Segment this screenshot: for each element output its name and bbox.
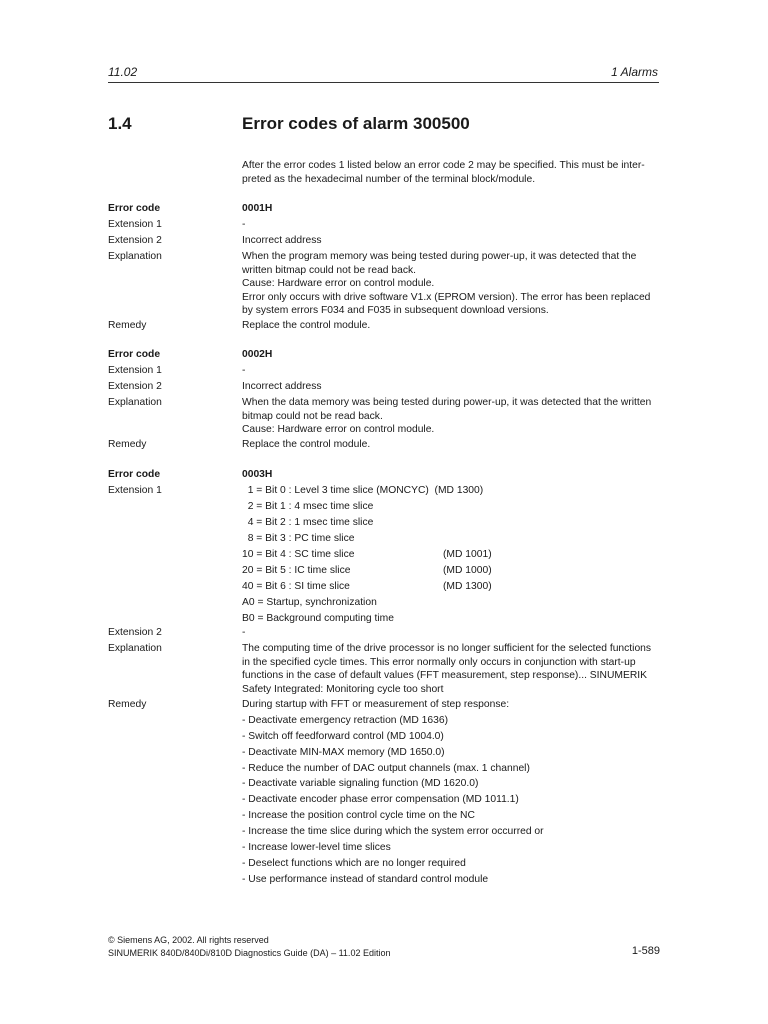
remedy-label: Remedy — [108, 699, 147, 710]
extension2-value: Incorrect address — [242, 235, 322, 246]
extension1-label: Extension 1 — [108, 485, 162, 496]
explanation-line: functions in the case of default values (FFT measurement, step response)... SINUMERIK — [242, 670, 647, 681]
bit-entry — [242, 596, 662, 612]
bit-entry — [242, 580, 662, 596]
bit-entry — [242, 564, 662, 580]
explanation-line: When the data memory was being tested during power-up, it was detected that the written — [242, 397, 652, 408]
remedy-line: - Deselect functions which are no longer required — [242, 857, 466, 869]
explanation-line: written bitmap could not be read back. — [242, 264, 417, 276]
remedy-line: - Deactivate MIN-MAX memory (MD 1650.0) — [242, 746, 445, 758]
extension2-label: Extension 2 — [108, 381, 162, 392]
error-code-label: Error code — [108, 203, 161, 214]
remedy-line: - Increase lower-level time slices — [242, 842, 391, 854]
extension1-value: - — [242, 365, 246, 376]
header-divider — [108, 82, 659, 83]
explanation-line: Cause: Hardware error on control module. — [242, 278, 435, 289]
remedy-text: Replace the control module. — [242, 320, 371, 331]
error-code-value: 0001H — [242, 203, 273, 214]
bit-description: B0 = Background computing time — [242, 613, 394, 624]
remedy-line: - Switch off feedforward control (MD 1004.0) — [242, 730, 444, 742]
remedy-line: - Deactivate variable signaling function (MD 1620.0) — [242, 778, 479, 790]
remedy-line: - Deactivate emergency retraction (MD 1636) — [242, 714, 449, 726]
header-chapter: 1 Alarms — [611, 65, 658, 79]
explanation-line: Error only occurs with drive software V1.x (EPROM version). The error has been replaced — [242, 291, 651, 303]
extension2-label: Extension 2 — [108, 627, 162, 638]
remedy-line: - Deactivate encoder phase error compensation (MD 1011.1) — [242, 794, 519, 806]
page-number: 1-589 — [631, 945, 660, 957]
explanation-line: When the program memory was being tested during power-up, it was detected that the — [242, 251, 637, 262]
bit-entry — [242, 548, 662, 564]
extension2-label: Extension 2 — [108, 235, 162, 246]
bit-entry — [242, 532, 662, 548]
error-code-label: Error code — [108, 469, 161, 480]
explanation-line: Safety Integrated: Monitoring cycle too short — [242, 683, 444, 695]
footer-copyright: © Siemens AG, 2002. All rights reserved — [108, 935, 269, 945]
error-code-value: 0002H — [242, 349, 273, 360]
bit-entry — [242, 516, 662, 532]
explanation-line: bitmap could not be read back. — [242, 410, 383, 422]
bit-entry — [242, 500, 662, 516]
extension1-bit-list — [242, 484, 662, 628]
explanation-text — [242, 250, 662, 318]
explanation-label: Explanation — [108, 643, 162, 654]
bit-description: 8 = Bit 3 : PC time slice — [242, 533, 355, 544]
remedy-label: Remedy — [108, 439, 147, 450]
bit-description: 10 = Bit 4 : SC time slice — [242, 549, 355, 560]
bit-description: 40 = Bit 6 : SI time slice — [242, 581, 350, 592]
intro-paragraph — [242, 159, 662, 186]
explanation-label: Explanation — [108, 397, 162, 408]
header-version: 11.02 — [108, 65, 138, 79]
remedy-line: - Reduce the number of DAC output channels (max. 1 channel) — [242, 762, 530, 774]
remedy-line: - Use performance instead of standard control module — [242, 873, 489, 885]
extension1-label: Extension 1 — [108, 365, 162, 376]
explanation-text — [242, 642, 662, 696]
bit-entry — [242, 484, 662, 500]
intro-line: preted as the hexadecimal number of the terminal block/module. — [242, 173, 536, 185]
explanation-label: Explanation — [108, 251, 162, 262]
bit-description: 20 = Bit 5 : IC time slice — [242, 565, 351, 576]
section-title: Error codes of alarm 300500 — [242, 114, 470, 133]
explanation-line: The computing time of the drive processor is no longer sufficient for the selected functions — [242, 643, 652, 654]
extension2-value: Incorrect address — [242, 381, 322, 392]
footer-document-title: SINUMERIK 840D/840Di/810D Diagnostics Guide (DA) – 11.02 Edition — [108, 948, 391, 958]
explanation-line: in the specified cycle times. This error normally only occurs in conjunction with start-up — [242, 656, 636, 668]
explanation-text — [242, 396, 662, 437]
bit-description: 2 = Bit 1 : 4 msec time slice — [242, 501, 374, 512]
bit-machine-data: (MD 1000) — [443, 565, 492, 576]
extension1-value: - — [242, 219, 246, 230]
error-code-value: 0003H — [242, 469, 273, 480]
remedy-text: Replace the control module. — [242, 439, 371, 450]
error-code-label: Error code — [108, 349, 161, 360]
explanation-line: Cause: Hardware error on control module. — [242, 424, 435, 435]
extension2-value: - — [242, 627, 246, 638]
intro-line: After the error codes 1 listed below an error code 2 may be specified. This must be inter- — [242, 160, 645, 171]
bit-description: 1 = Bit 0 : Level 3 time slice (MONCYC) (MD 1300) — [242, 485, 484, 496]
remedy-line: - Increase the time slice during which the system error occurred or — [242, 826, 544, 838]
section-number: 1.4 — [108, 114, 132, 133]
explanation-line: by system errors F034 and F035 in subsequent download versions. — [242, 305, 549, 316]
bit-description: A0 = Startup, synchronization — [242, 597, 377, 608]
bit-description: 4 = Bit 2 : 1 msec time slice — [242, 517, 374, 528]
remedy-line: - Increase the position control cycle time on the NC — [242, 810, 475, 822]
remedy-label: Remedy — [108, 320, 147, 331]
remedy-list — [242, 698, 662, 889]
bit-machine-data: (MD 1300) — [443, 581, 492, 592]
remedy-line: During startup with FFT or measurement of step response: — [242, 699, 510, 710]
bit-machine-data: (MD 1001) — [443, 549, 492, 560]
extension1-label: Extension 1 — [108, 219, 162, 230]
